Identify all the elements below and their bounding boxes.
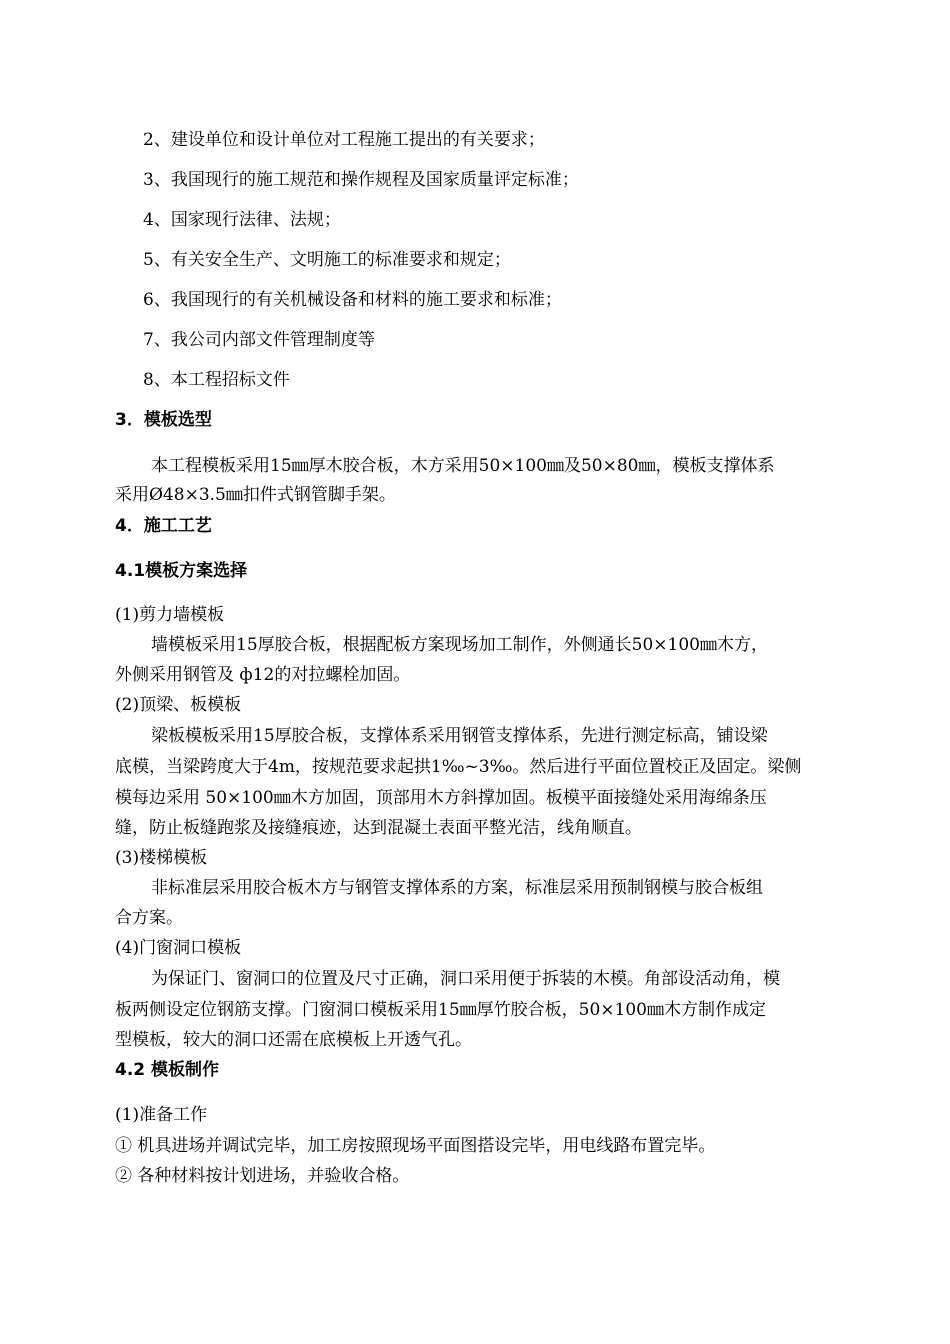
basis-item-7: 7、我公司内部文件管理制度等 [143, 330, 375, 350]
basis-item-6: 6、我国现行的有关机械设备和材料的施工要求和标准； [143, 290, 562, 310]
item-2-line-4: 缝，防止板缝跑浆及接缝痕迹，达到混凝土表面平整光洁，线角顺直。 [115, 818, 642, 838]
section-3-paragraph-line-2: 采用Ø48×3.5㎜扣件式钢管脚手架。 [115, 485, 396, 505]
section-4-heading: 4．施工工艺 [115, 516, 212, 536]
item-3-line-1: 非标准层采用胶合板木方与钢管支撑体系的方案，标准层采用预制钢模与胶合板组 [151, 878, 763, 898]
item-2-line-1: 梁板模板采用15厚胶合板，支撑体系采用钢管支撑体系，先进行测定标高，铺设梁 [151, 726, 768, 746]
item-4-label: (4)门窗洞口模板 [115, 938, 242, 958]
section-3-paragraph-line-1: 本工程模板采用15㎜厚木胶合板，木方采用50×100㎜及50×80㎜，模板支撑体系 [151, 456, 775, 476]
basis-item-5: 5、有关安全生产、文明施工的标准要求和规定； [143, 250, 511, 270]
item-4-line-3: 型模板，较大的洞口还需在底模板上开透气孔。 [115, 1030, 472, 1050]
section-4-1-heading: 4.1模板方案选择 [115, 561, 248, 581]
prep-label: (1)准备工作 [115, 1105, 208, 1125]
prep-item-1: ① 机具进场并调试完毕，加工房按照现场平面图搭设完毕，用电线路布置完毕。 [115, 1136, 716, 1156]
basis-item-2: 2、建设单位和设计单位对工程施工提出的有关要求； [143, 130, 545, 150]
prep-item-2: ② 各种材料按计划进场，并验收合格。 [115, 1166, 410, 1186]
basis-item-8: 8、本工程招标文件 [143, 370, 290, 390]
item-1-line-2: 外侧采用钢管及 ф12的对拉螺栓加固。 [115, 665, 411, 685]
item-3-line-2: 合方案。 [115, 908, 183, 928]
item-1-label: (1)剪力墙模板 [115, 605, 225, 625]
item-4-line-2: 板两侧设定位钢筋支撑。门窗洞口模板采用15㎜厚竹胶合板，50×100㎜木方制作成定 [115, 1000, 766, 1020]
item-4-line-1: 为保证门、窗洞口的位置及尺寸正确，洞口采用便于拆装的木模。角部设活动角，模 [151, 969, 780, 989]
section-3-heading: 3．模板选型 [115, 410, 212, 430]
item-2-label: (2)顶梁、板模板 [115, 695, 242, 715]
section-4-2-heading: 4.2 模板制作 [115, 1060, 220, 1080]
item-1-line-1: 墙模板采用15厚胶合板，根据配板方案现场加工制作，外侧通长50×100㎜木方， [151, 635, 768, 655]
item-2-line-2: 底模，当梁跨度大于4m，按规范要求起拱1‰~3‰。然后进行平面位置校正及固定。梁侧 [115, 757, 802, 777]
item-3-label: (3)楼梯模板 [115, 848, 208, 868]
item-2-line-3: 模每边采用 50×100㎜木方加固，顶部用木方斜撑加固。板模平面接缝处采用海绵条压 [115, 788, 767, 808]
basis-item-3: 3、我国现行的施工规范和操作规程及国家质量评定标准； [143, 170, 579, 190]
basis-item-4: 4、国家现行法律、法规； [143, 210, 341, 230]
